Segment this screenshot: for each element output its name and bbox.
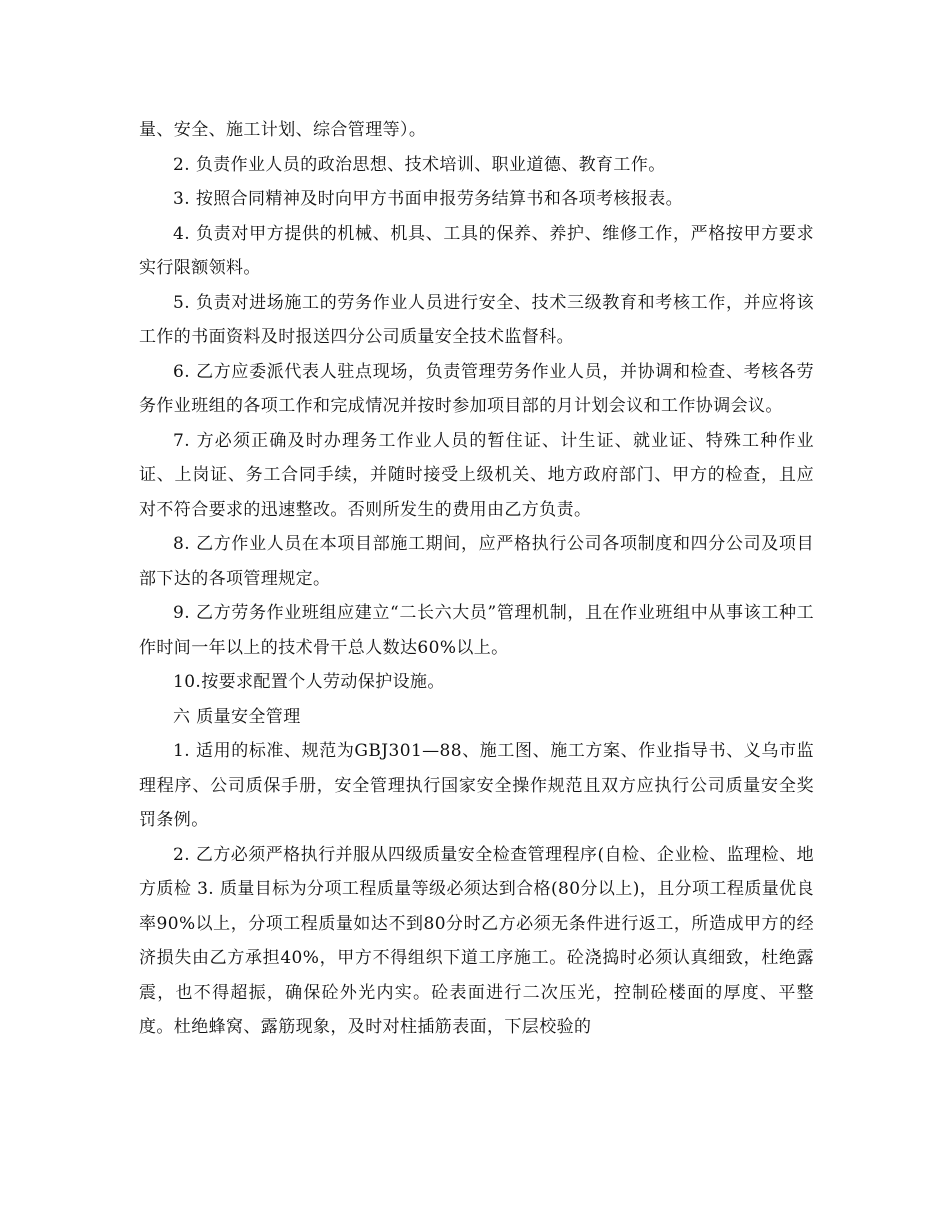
- paragraph-item-10: 10.按要求配置个人劳动保护设施。: [173, 672, 445, 692]
- paragraph-quality-item-2: 2. 乙方必须严格执行并服从四级质量安全检查管理程序(自检、企业检、监理检、地方质检 3. 质量目标为分项工程质量等级必须达到合格(80分以上)，且分项工程质量优良率90%以上，分项工程质量如达不到80分时乙方必须无条件进行返工，所造成甲方的经济损失由乙方承担40%，甲方不得组织下道工序施工。砼浇捣时必须认真细致，杜绝露震，也不得超振，确保砼外光内实。砼表面进行二次压光，控制砼楼面的厚度、平整度。杜绝蜂窝、露筋现象，及时对柱插筋表面，下层校验的: [139, 844, 814, 1037]
- paragraph-item-9: 9. 乙方劳务作业班组应建立“二长六大员”管理机制，且在作业班组中从事该工种工作时间一年以上的技术骨干总人数达60%以上。: [139, 603, 814, 658]
- paragraph-item-8: 8. 乙方作业人员在本项目部施工期间，应严格执行公司各项制度和四分公司及项目部下达的各项管理规定。: [139, 534, 814, 589]
- paragraph-quality-item-1: 1. 适用的标准、规范为GBJ301—88、施工图、施工方案、作业指导书、义乌市监理程序、公司质保手册，安全管理执行国家安全操作规范且双方应执行公司质量安全奖罚条例。: [139, 741, 814, 830]
- section-heading-quality-safety: 六 质量安全管理: [173, 706, 301, 727]
- paragraph-item-6: 6. 乙方应委派代表人驻点现场，负责管理劳务作业人员，并协调和检查、考核各劳务作业班组的各项工作和完成情况并按时参加项目部的月计划会议和工作协调会议。: [139, 361, 814, 416]
- paragraph-item-2: 2. 负责作业人员的政治思想、技术培训、职业道德、教育工作。: [173, 154, 666, 175]
- document-body: [139, 113, 814, 1045]
- paragraph-continuation: 量、安全、施工计划、综合管理等）。: [139, 120, 427, 140]
- paragraph-item-7: 7. 方必须正确及时办理务工作业人员的暂住证、计生证、就业证、特殊工种作业证、上岗证、务工合同手续，并随时接受上级机关、地方政府部门、甲方的检查，且应对不符合要求的迅速整改。否则所发生的费用由乙方负责。: [139, 430, 814, 520]
- paragraph-item-4: 4. 负责对甲方提供的机械、机具、工具的保养、养护、维修工作，严格按甲方要求实行限额领料。: [139, 223, 814, 278]
- paragraph-item-5: 5. 负责对进场施工的劳务作业人员进行安全、技术三级教育和考核工作，并应将该工作的书面资料及时报送四分公司质量安全技术监督科。: [139, 292, 814, 347]
- paragraph-item-3: 3. 按照合同精神及时向甲方书面申报劳务结算书和各项考核报表。: [173, 189, 684, 209]
